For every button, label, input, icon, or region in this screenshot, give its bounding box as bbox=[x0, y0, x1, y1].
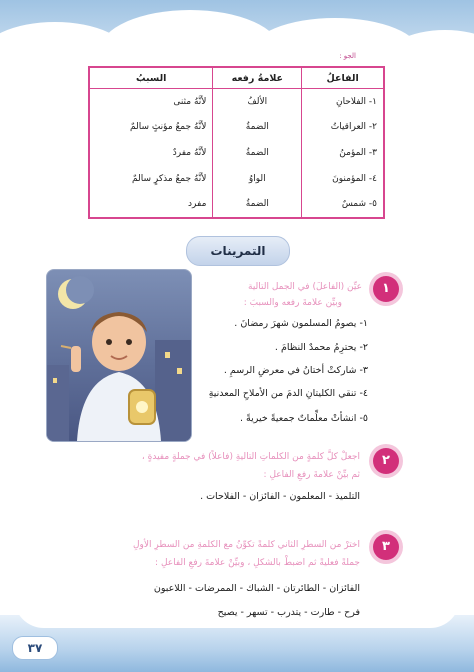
exercise-1-sentence: ٥- انشأتْ معلِّماتٌ جمعيةً خيريةً . bbox=[239, 413, 368, 424]
exercise-3-line-1: الفائزان - الطائرتان - الشباك - الممرضات - اللاعبون bbox=[153, 583, 360, 594]
cell-mark: الضمةُ bbox=[213, 140, 302, 166]
answer-label: الجو : bbox=[339, 52, 356, 60]
exercise-1-sentence: ٣- شاركتْ أختانُ في معرضِ الرسمِ . bbox=[223, 365, 368, 376]
illustration-art bbox=[47, 270, 191, 441]
cell-mark: الضمةُ bbox=[213, 115, 302, 141]
header-mark: علامةُ رفعه bbox=[213, 67, 302, 89]
cell-agent: ٤- المؤمنونَ bbox=[302, 166, 384, 192]
exercise-2-instruction: ثم بيِّنْ علامةَ رفعِ الفاعلِ : bbox=[263, 470, 360, 480]
table-row bbox=[89, 115, 384, 141]
header-agent: الفاعلُ bbox=[302, 67, 384, 89]
exercise-1-instruction: وبيِّن علامةَ رفعه والسببَ : bbox=[243, 298, 342, 308]
exercise-2-words: التلميذ - المعلمون - الفائزان - الفلاحات . bbox=[200, 491, 360, 502]
cell-agent: ٣- المؤمنُ bbox=[302, 140, 384, 166]
cell-agent: ٥- شمسٌ bbox=[302, 191, 384, 218]
cell-reason: مفرد bbox=[89, 191, 213, 218]
exercise-2-instruction: اجعلْ كلَّ كلمةٍ من الكلماتِ التاليةِ (فاعلاً) في جملةٍ مفيدةٍ ، bbox=[141, 452, 360, 462]
table-row bbox=[89, 191, 384, 218]
cell-mark: الألفُ bbox=[213, 89, 302, 115]
cell-mark: الواوُ bbox=[213, 166, 302, 192]
table-header-row bbox=[89, 67, 384, 89]
cell-agent: ٢- العراقياتُ bbox=[302, 115, 384, 141]
table-row bbox=[89, 166, 384, 192]
cell-reason: لأنَّهُ جمعُ مذكرٍ سالمٌ bbox=[89, 166, 213, 192]
exercise-1-sentence: ٢- يحترِمُ محمدٌ النظامَ . bbox=[274, 342, 368, 353]
page-number: ٣٧ bbox=[12, 636, 58, 660]
exercise-1-badge: ١ bbox=[373, 276, 399, 302]
exercise-1-sentence: ٤- تنقي الكليتانِ الدمَ من الأملاحِ المعدنيةِ bbox=[208, 388, 368, 399]
cell-agent: ١- الفلاحانِ bbox=[302, 89, 384, 115]
exercises-title: التمرينات bbox=[186, 236, 290, 266]
cell-reason: لأنَّهُ جمعُ مؤنثٍ سالمٌ bbox=[89, 115, 213, 141]
cell-reason: لأنَّهُ مثنى bbox=[89, 89, 213, 115]
exercise-3-instruction: اخترْ من السطرِ الثاني كلمةً تكوِّنُ مع الكلمةِ من السطرِ الأولِ bbox=[132, 540, 360, 550]
exercise-1-sentence: ١- يصومُ المسلمون شهرَ رمضانَ . bbox=[234, 318, 368, 329]
cell-mark: الضمةُ bbox=[213, 191, 302, 218]
agent-analysis-table bbox=[88, 66, 385, 219]
ramadan-boy-illustration bbox=[46, 269, 192, 442]
exercise-1-instruction: عيِّن (الفاعلَ) في الجمل التالية bbox=[248, 282, 362, 292]
header-reason: السببُ bbox=[89, 67, 213, 89]
exercise-3-instruction: جملةً فعليةً ثم اضبطْ بالشكلِ ، وبيِّنْ علامةَ رفعِ الفاعلِ : bbox=[155, 558, 360, 568]
exercise-2-badge: ٢ bbox=[373, 448, 399, 474]
exercise-3-line-2: فرح - طارت - يتدرب - تسهر - يصيح bbox=[217, 607, 360, 618]
table-row bbox=[89, 89, 384, 115]
table-row bbox=[89, 140, 384, 166]
cell-reason: لأنَّهُ مفردٌ bbox=[89, 140, 213, 166]
exercise-3-badge: ٣ bbox=[373, 534, 399, 560]
